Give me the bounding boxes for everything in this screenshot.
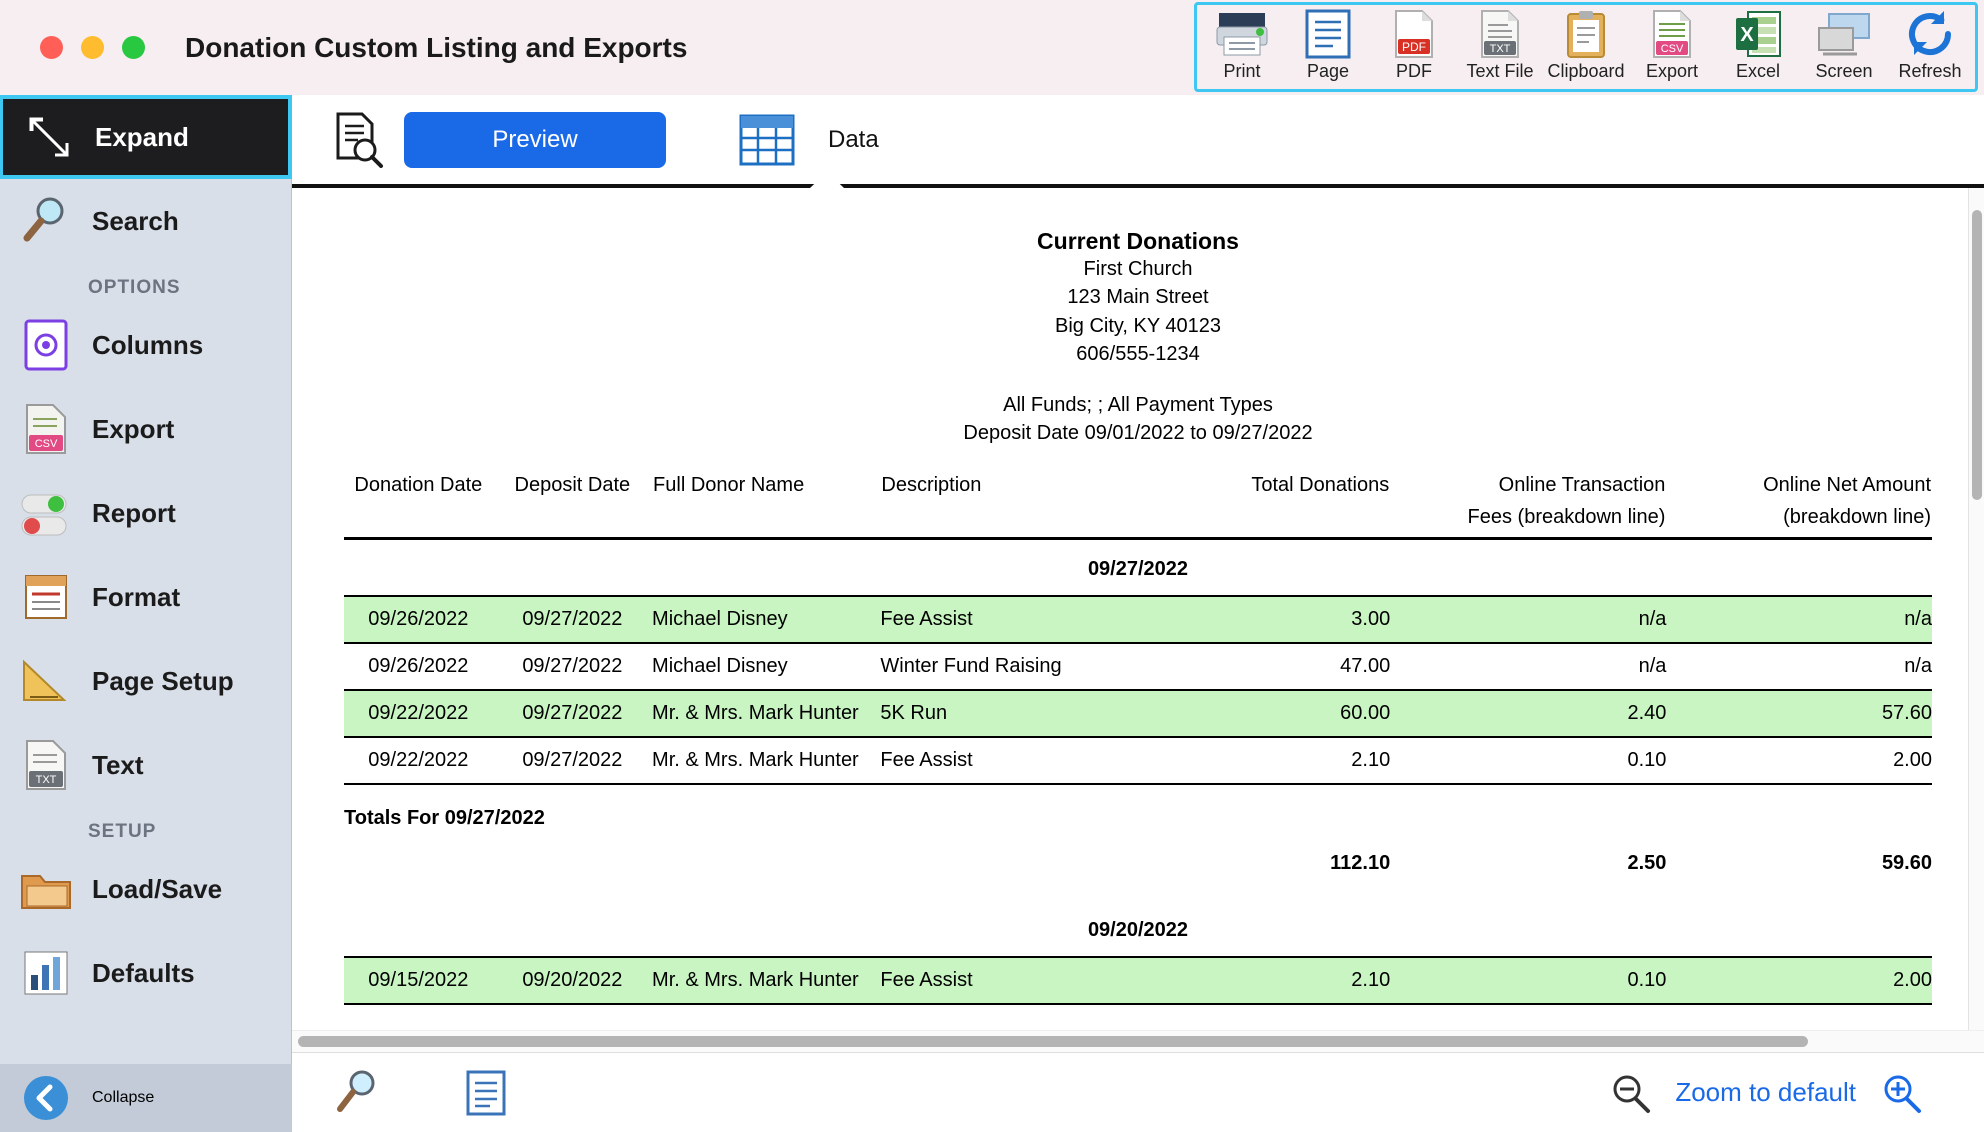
bottom-bar xyxy=(292,1052,1984,1132)
cell-fees: n/a xyxy=(1390,643,1666,690)
cell-donation-date: 09/22/2022 xyxy=(344,690,493,737)
csv-export-icon xyxy=(1650,8,1694,60)
col-online-net-amount: Online Net Amount xyxy=(1763,474,1931,497)
cell-total: 47.00 xyxy=(1125,643,1391,690)
col-sub-2 xyxy=(493,505,652,539)
cell-donor: Michael Disney xyxy=(652,643,880,690)
toggles-icon xyxy=(18,485,74,541)
cell-deposit-date: 09/27/2022 xyxy=(493,690,652,737)
sidebar-label-text: Text xyxy=(92,749,144,780)
toolbar-button-refresh[interactable] xyxy=(1887,8,1973,90)
group-totals-label: Totals For 09/27/2022 xyxy=(344,807,545,830)
report-filter-line-2: Deposit Date 09/01/2022 to 09/27/2022 xyxy=(963,421,1313,444)
table-header-sub xyxy=(344,505,1932,539)
group-header-row xyxy=(344,901,1932,957)
cell-donation-date: 09/26/2022 xyxy=(344,643,493,690)
report-org-line-2: 123 Main Street xyxy=(1067,286,1209,309)
group-header-row xyxy=(344,539,1932,597)
cell-donation-date: 09/15/2022 xyxy=(344,957,493,1004)
svg-text:PDF: PDF xyxy=(1402,40,1426,54)
sidebar-section-setup: SETUP xyxy=(88,821,157,842)
pdf-icon xyxy=(1392,8,1436,60)
cell-total: 60.00 xyxy=(1125,690,1391,737)
svg-text:TXT: TXT xyxy=(35,774,57,786)
cell-total: 2.10 xyxy=(1125,737,1391,784)
cell-donation-date: 09/26/2022 xyxy=(344,596,493,643)
sidebar-label-page-setup: Page Setup xyxy=(92,665,234,696)
magnifier-plus-icon[interactable] xyxy=(1880,1072,1922,1114)
col-sub-1 xyxy=(344,505,493,539)
cell-description: Fee Assist xyxy=(880,957,1124,1004)
sidebar-item-columns[interactable] xyxy=(0,303,291,387)
sidebar-item-search[interactable] xyxy=(0,179,291,263)
col-sub-4 xyxy=(880,505,1124,539)
toolbar-label-text-file: Text File xyxy=(1466,61,1534,81)
sidebar-item-collapse[interactable] xyxy=(0,1064,292,1132)
tab-active-caret xyxy=(810,172,844,188)
page-icon xyxy=(1305,8,1351,60)
bar-chart-icon xyxy=(18,945,74,1001)
toolbar-label-export: Export xyxy=(1645,61,1699,81)
window-title: Donation Custom Listing and Exports xyxy=(185,31,688,63)
report-viewport xyxy=(292,188,1984,1052)
zoom-to-default-link[interactable]: Zoom to default xyxy=(1675,1077,1856,1107)
page-setup-icon xyxy=(18,653,74,709)
sidebar-item-export[interactable] xyxy=(0,387,291,471)
sidebar-label-load-save: Load/Save xyxy=(92,873,223,904)
col-total-donations: Total Donations xyxy=(1251,474,1390,497)
cell-deposit-date: 09/27/2022 xyxy=(493,596,652,643)
cell-donation-date: 09/22/2022 xyxy=(344,737,493,784)
sidebar-label-export: Export xyxy=(92,413,175,444)
toolbar-button-page[interactable] xyxy=(1285,8,1371,90)
cell-total: 2.10 xyxy=(1125,957,1391,1004)
group-totals-label-row xyxy=(344,784,1932,841)
cell-deposit-date: 09/27/2022 xyxy=(493,737,652,784)
cell-description: Fee Assist xyxy=(880,737,1124,784)
sidebar-item-load-save[interactable] xyxy=(0,847,291,931)
vertical-scrollbar[interactable] xyxy=(1968,188,1984,1030)
magnifier-icon xyxy=(18,193,74,249)
report-page xyxy=(292,188,1984,1030)
table-row[interactable] xyxy=(344,643,1932,690)
sidebar-label-expand: Expand xyxy=(95,121,189,152)
table-row[interactable] xyxy=(344,596,1932,643)
minimize-button[interactable] xyxy=(81,36,104,59)
printer-icon xyxy=(1215,8,1269,60)
refresh-icon xyxy=(1904,8,1956,60)
zoom-button[interactable] xyxy=(122,36,145,59)
sidebar-item-page-setup[interactable] xyxy=(0,639,291,723)
sidebar-label-format: Format xyxy=(92,581,181,612)
txt-file-icon xyxy=(18,737,74,793)
sidebar-label-search: Search xyxy=(92,205,179,236)
sidebar-item-text[interactable] xyxy=(0,723,291,807)
group-total-donations: 112.10 xyxy=(1330,852,1391,875)
col-sub-5 xyxy=(1125,505,1391,539)
table-row[interactable] xyxy=(344,957,1932,1004)
cell-description: Winter Fund Raising xyxy=(880,643,1124,690)
report-org-line-3: Big City, KY 40123 xyxy=(1054,314,1222,337)
text-file-icon xyxy=(1478,8,1522,60)
sidebar-label-columns: Columns xyxy=(92,329,204,360)
table-header-top xyxy=(344,473,1932,505)
cell-donor: Mr. & Mrs. Mark Hunter xyxy=(652,957,880,1004)
col-online-transaction-fees: Online Transaction xyxy=(1498,474,1666,497)
collapse-arrow-icon xyxy=(18,1070,74,1126)
cell-net: 2.00 xyxy=(1666,737,1932,784)
title-bar xyxy=(0,0,1984,95)
screen-icon xyxy=(1817,8,1871,60)
sidebar-label-report: Report xyxy=(92,497,176,528)
group-totals-row xyxy=(344,841,1932,901)
toolbar-label-print: Print xyxy=(1223,61,1261,81)
toolbar-label-screen: Screen xyxy=(1815,61,1873,81)
toolbar-button-pdf[interactable] xyxy=(1371,8,1457,90)
csv-file-icon xyxy=(18,401,74,457)
top-toolbar xyxy=(1194,2,1978,92)
toolbar-button-screen[interactable] xyxy=(1801,8,1887,90)
sidebar-label-defaults: Defaults xyxy=(92,957,195,988)
tab-data[interactable]: Data xyxy=(828,125,879,153)
cell-description: 5K Run xyxy=(880,690,1124,737)
group-total-net: 59.60 xyxy=(1881,852,1932,875)
table-row[interactable] xyxy=(344,690,1932,737)
toolbar-button-print[interactable] xyxy=(1199,8,1285,90)
sidebar-label-collapse: Collapse xyxy=(92,1089,155,1106)
group-header-label: 09/20/2022 xyxy=(344,901,1932,957)
expand-arrows-icon xyxy=(21,109,77,165)
report-header xyxy=(344,228,1932,447)
cell-net: n/a xyxy=(1666,596,1932,643)
horizontal-scrollbar[interactable] xyxy=(292,1030,1984,1052)
window-controls xyxy=(0,36,145,59)
report-header-gap xyxy=(344,369,1932,391)
cell-deposit-date: 09/20/2022 xyxy=(493,957,652,1004)
toolbar-label-page: Page xyxy=(1306,61,1350,81)
close-button[interactable] xyxy=(40,36,63,59)
svg-text:CSV: CSV xyxy=(1660,43,1684,55)
cell-net: 57.60 xyxy=(1666,690,1932,737)
group-total-fees: 2.50 xyxy=(1627,852,1667,875)
vertical-scrollbar-thumb[interactable] xyxy=(1972,210,1982,500)
cell-fees: n/a xyxy=(1390,596,1666,643)
report-table xyxy=(344,473,1932,1005)
magnifier-minus-icon[interactable] xyxy=(1609,1072,1651,1114)
window-body xyxy=(0,95,1984,1132)
col-sub-6: Fees (breakdown line) xyxy=(1390,505,1666,539)
col-description: Description xyxy=(881,474,982,497)
col-full-donor-name: Full Donor Name xyxy=(653,474,805,497)
cell-fees: 0.10 xyxy=(1390,957,1666,1004)
svg-text:X: X xyxy=(1740,24,1754,46)
folder-icon xyxy=(18,861,74,917)
table-row[interactable] xyxy=(344,737,1932,784)
toolbar-label-excel: Excel xyxy=(1735,61,1780,81)
cell-net: 2.00 xyxy=(1666,957,1932,1004)
svg-text:TXT: TXT xyxy=(1489,43,1511,55)
cell-description: Fee Assist xyxy=(880,596,1124,643)
sidebar-item-defaults[interactable] xyxy=(0,931,291,1015)
col-sub-7: (breakdown line) xyxy=(1666,505,1932,539)
toolbar-button-excel[interactable] xyxy=(1715,8,1801,90)
tab-preview[interactable]: Preview xyxy=(404,112,666,168)
toolbar-button-text-file[interactable] xyxy=(1457,8,1543,90)
svg-text:CSV: CSV xyxy=(34,438,58,450)
col-donation-date: Donation Date xyxy=(354,474,483,497)
horizontal-scrollbar-thumb[interactable] xyxy=(298,1036,1808,1047)
document-search-icon[interactable] xyxy=(328,112,390,168)
col-sub-3 xyxy=(652,505,880,539)
sidebar xyxy=(0,95,292,1132)
tab-bar xyxy=(292,95,1984,188)
sidebar-section-options: OPTIONS xyxy=(88,277,181,298)
cell-fees: 2.40 xyxy=(1390,690,1666,737)
report-org-line-4: 606/555-1234 xyxy=(1076,343,1200,366)
toolbar-label-clipboard: Clipboard xyxy=(1547,61,1625,81)
magnifier-icon[interactable] xyxy=(332,1067,384,1119)
cell-net: n/a xyxy=(1666,643,1932,690)
col-deposit-date: Deposit Date xyxy=(514,474,631,497)
group-header-label: 09/27/2022 xyxy=(344,539,1932,597)
grid-table-icon[interactable] xyxy=(736,114,798,166)
toolbar-button-clipboard[interactable] xyxy=(1543,8,1629,90)
excel-icon xyxy=(1734,8,1782,60)
cell-donor: Michael Disney xyxy=(652,596,880,643)
sidebar-item-expand[interactable] xyxy=(0,95,292,179)
cell-donor: Mr. & Mrs. Mark Hunter xyxy=(652,690,880,737)
main-panel xyxy=(292,95,1984,1132)
report-title: Current Donations xyxy=(1037,228,1239,254)
report-filter-line-1: All Funds; ; All Payment Types xyxy=(1003,393,1273,416)
cell-donor: Mr. & Mrs. Mark Hunter xyxy=(652,737,880,784)
page-lines-icon[interactable] xyxy=(464,1070,508,1116)
sidebar-item-format[interactable] xyxy=(0,555,291,639)
toolbar-button-export[interactable] xyxy=(1629,8,1715,90)
cell-total: 3.00 xyxy=(1125,596,1391,643)
toolbar-label-pdf: PDF xyxy=(1396,61,1432,81)
format-icon xyxy=(18,569,74,625)
toolbar-label-refresh: Refresh xyxy=(1898,61,1962,81)
columns-gear-icon xyxy=(18,317,74,373)
cell-deposit-date: 09/27/2022 xyxy=(493,643,652,690)
report-org-line-1: First Church xyxy=(1083,258,1193,280)
cell-fees: 0.10 xyxy=(1390,737,1666,784)
zoom-controls xyxy=(1609,1072,1922,1114)
clipboard-icon xyxy=(1564,8,1608,60)
sidebar-item-report[interactable] xyxy=(0,471,291,555)
